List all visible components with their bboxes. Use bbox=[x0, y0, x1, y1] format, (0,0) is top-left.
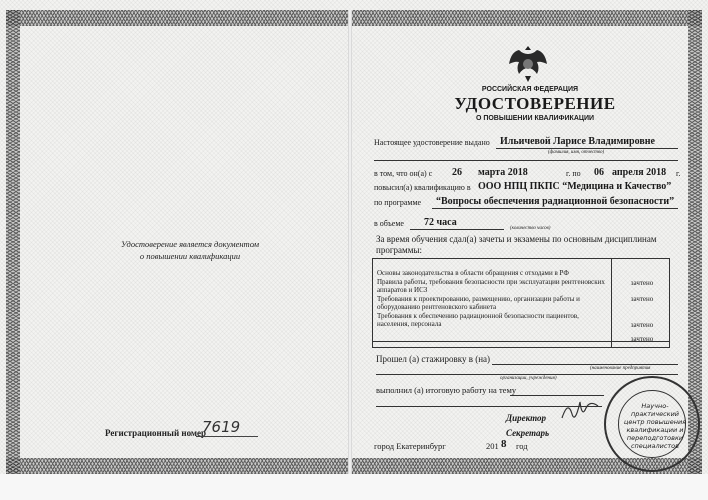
status-4: зачтено bbox=[630, 335, 654, 343]
internship-underline bbox=[492, 364, 678, 365]
secretary-label: Секретарь bbox=[506, 428, 550, 438]
period-mid: г. по bbox=[566, 169, 581, 178]
year-handwritten: 8 bbox=[501, 438, 507, 450]
organization-stamp bbox=[604, 376, 700, 472]
status-1: зачтено bbox=[630, 279, 654, 287]
issued-name: Ильичевой Ларисе Владимировне bbox=[500, 136, 655, 147]
end-day: 06 bbox=[594, 167, 604, 178]
city-label: город Екатеринбург bbox=[374, 441, 446, 451]
issued-label: Настоящее удостоверение выдано bbox=[374, 138, 490, 147]
year-suffix: г. bbox=[676, 169, 681, 178]
final-work-underline bbox=[510, 395, 604, 396]
subjects-table bbox=[372, 258, 670, 348]
exams-line-2: программы: bbox=[376, 245, 422, 255]
final-work-label: выполнил (а) итоговую работу на тему bbox=[376, 385, 517, 395]
center-fold bbox=[348, 10, 352, 474]
guilloche-border-top bbox=[6, 10, 702, 26]
program-underline bbox=[432, 208, 678, 209]
enterprise-caption: (наименование предприятия bbox=[590, 366, 651, 371]
organization-caption: организации, учреждения) bbox=[500, 376, 557, 381]
name-underline bbox=[496, 148, 678, 149]
left-note bbox=[60, 238, 320, 262]
name-caption: (фамилия, имя, отчество) bbox=[548, 150, 605, 155]
subjects-list: Основы законодательства в области обращения с отходами в РФ Правила работы, требования безопасности при эксплуатации рентгеновских аппаратов и ИСЗ Требования к проектированию, размещению, организации работы и оборудованию рентгеновского кабинета Требования к обеспечению радиационной безопасности пациентов, населения, персонала bbox=[377, 269, 605, 328]
scan-bottom-strip bbox=[0, 474, 708, 500]
status-2: зачтено bbox=[630, 295, 654, 303]
status-3: зачтено bbox=[630, 321, 654, 329]
end-month-year: апреля 2018 bbox=[612, 167, 667, 178]
start-day: 26 bbox=[452, 167, 462, 178]
year-prefix: 201 bbox=[486, 441, 499, 451]
left-note-line2: о повышении квалификации bbox=[139, 251, 241, 261]
start-month-year: марта 2018 bbox=[478, 167, 528, 178]
guilloche-border-bottom bbox=[6, 458, 702, 474]
stamp-text: Научно-практический центр повышения квалификации и переподготовки специалистов bbox=[623, 402, 687, 450]
blank-line-1 bbox=[374, 160, 678, 161]
volume-value: 72 часа bbox=[424, 217, 457, 228]
year-word: год bbox=[516, 441, 528, 451]
document-subtitle: О ПОВЫШЕНИИ КВАЛИФИКАЦИИ bbox=[475, 115, 595, 122]
left-note-line1: Удостоверение является документом bbox=[120, 239, 260, 249]
double-headed-eagle-icon bbox=[505, 42, 551, 84]
volume-label: в объеме bbox=[374, 219, 404, 228]
guilloche-border-left bbox=[6, 10, 20, 474]
exams-line-1: За время обучения сдал(а) зачеты и экзамены по основным дисциплинам bbox=[376, 234, 657, 244]
registration-number: 7619 bbox=[196, 418, 258, 437]
document-title: УДОСТОВЕРЕНИЕ bbox=[454, 94, 616, 113]
qualification-prefix: повысил(а) квалификацию в bbox=[374, 183, 471, 192]
federation-label: РОССИЙСКАЯ ФЕДЕРАЦИЯ bbox=[481, 86, 579, 93]
program-label: по программе bbox=[374, 198, 422, 207]
volume-underline bbox=[410, 229, 504, 230]
program-name: “Вопросы обеспечения радиационной безопасности” bbox=[436, 196, 675, 207]
director-signature-icon bbox=[560, 398, 600, 424]
blank-line-2 bbox=[376, 374, 678, 375]
hours-caption: (количество часов) bbox=[510, 226, 551, 231]
director-label: Директор bbox=[506, 413, 546, 423]
internship-label: Прошел (а) стажировку в (на) bbox=[376, 354, 491, 364]
organization-name: ООО НПЦ ПКПС “Медицина и Качество” bbox=[478, 181, 672, 192]
registration-label: Регистрационный номер bbox=[105, 428, 207, 438]
period-prefix: в том, что он(а) с bbox=[374, 169, 433, 178]
